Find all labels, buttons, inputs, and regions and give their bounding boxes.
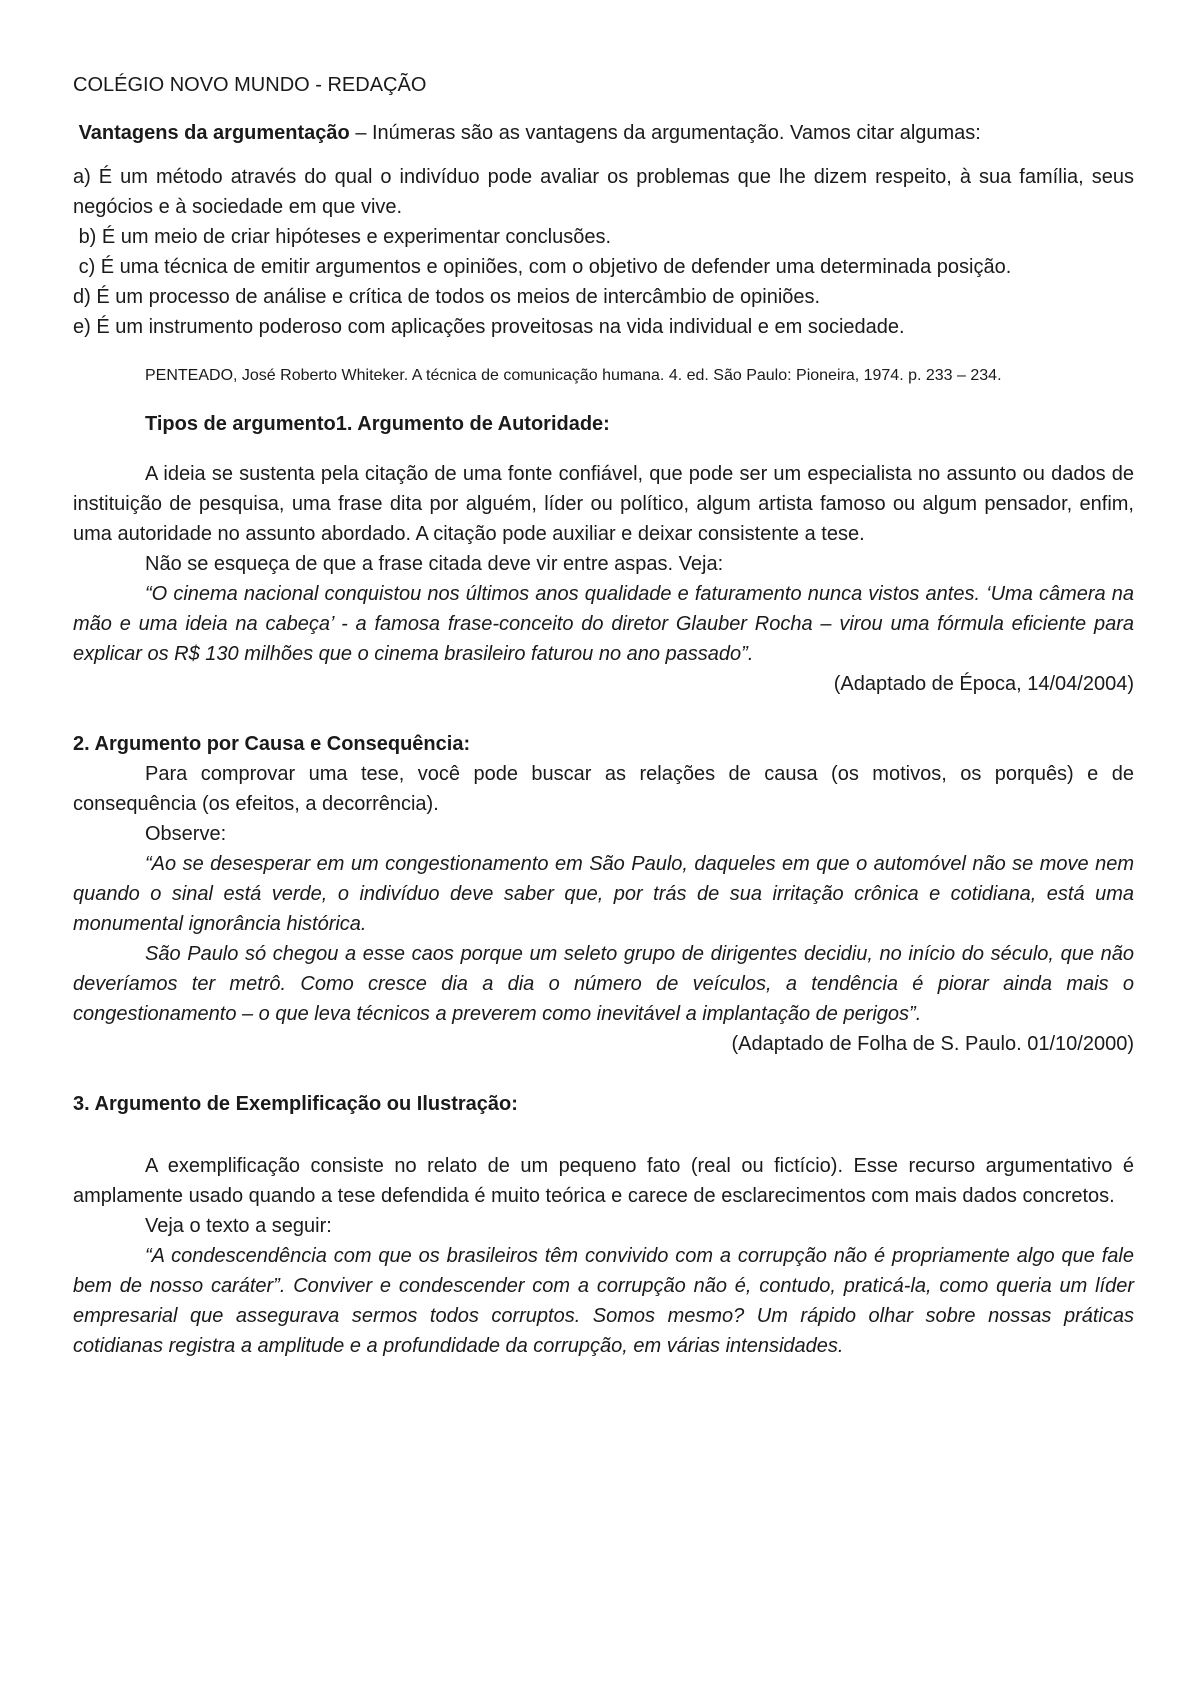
document-header: COLÉGIO NOVO MUNDO - REDAÇÃO xyxy=(73,74,427,96)
section1-title: Tipos de argumento1. Argumento de Autoridade: xyxy=(145,413,610,435)
section2-source: (Adaptado de Folha de S. Paulo. 01/10/2000) xyxy=(731,1033,1134,1055)
section2-paragraph: Para comprovar uma tese, você pode buscar as relações de causa (os motivos, os porquês) e de consequência (os efeitos, a decorrência). xyxy=(73,763,1134,815)
section1-quote: “O cinema nacional conquistou nos últimos anos qualidade e faturamento nunca vistos antes. ‘Uma câmera na mão e uma ideia na cabeça’ - a famosa frase-conceito do diretor Glauber Rocha – virou uma fórmula eficiente para explicar os R$ 130 milhões que o cinema brasileiro faturou no ano passado”. xyxy=(73,583,1134,665)
intro-text: – Inúmeras são as vantagens da argumentação. Vamos citar algumas: xyxy=(349,122,981,144)
section1-source: (Adaptado de Época, 14/04/2004) xyxy=(833,673,1134,695)
list-item-e: e) É um instrumento poderoso com aplicações proveitosas na vida individual e em sociedade. xyxy=(73,316,905,338)
document-page xyxy=(73,70,1134,1361)
section1-paragraph: A ideia se sustenta pela citação de uma fonte confiável, que pode ser um especialista no assunto ou dados de instituição de pesquisa, uma frase dita por alguém, líder ou político, algum artista famoso ou algum pensador, enfim, uma autoridade no assunto abordado. A citação pode auxiliar e deixar consistente a tese. xyxy=(73,463,1134,545)
section2-instruction: Observe: xyxy=(145,823,227,845)
list-item-b: b) É um meio de criar hipóteses e experimentar conclusões. xyxy=(73,226,612,248)
bibliographic-citation: PENTEADO, José Roberto Whiteker. A técnica de comunicação humana. 4. ed. São Paulo: Pioneira, 1974. p. 233 – 234. xyxy=(145,367,1002,384)
section3-paragraph: A exemplificação consiste no relato de um pequeno fato (real ou fictício). Esse recurso argumentativo é amplamente usado quando a tese defendida é muito teórica e carece de esclarecimentos com mais dados concretos. xyxy=(73,1155,1134,1207)
intro-paragraph xyxy=(73,118,1134,148)
list-item-a: a) É um método através do qual o indivíduo pode avaliar os problemas que lhe dizem respeito, à sua família, seus negócios e à sociedade em que vive. xyxy=(73,166,1134,218)
section2-quote-1: “Ao se desesperar em um congestionamento em São Paulo, daqueles em que o automóvel não se move nem quando o sinal está verde, o indivíduo deve saber que, por trás de sua irritação crônica e cotidiana, está uma monumental ignorância histórica. xyxy=(73,853,1134,935)
section3-quote: “A condescendência com que os brasileiros têm convivido com a corrupção não é propriamente algo que fale bem de nosso caráter”. Conviver e condescender com a corrupção não é, contudo, praticá-la, como queria um líder empresarial que assegurava sermos todos corruptos. Somos mesmo? Um rápido olhar sobre nossas práticas cotidianas registra a amplitude e a profundidade da corrupção, em várias intensidades. xyxy=(73,1245,1134,1357)
list-item-c: c) É uma técnica de emitir argumentos e opiniões, com o objetivo de defender uma determinada posição. xyxy=(73,256,1012,278)
section2-quote-2: São Paulo só chegou a esse caos porque um seleto grupo de dirigentes decidiu, no início do século, que não deveríamos ter metrô. Como cresce dia a dia o número de veículos, a tendência é piorar ainda mais o congestionamento – o que leva técnicos a preverem como inevitável a implantação de perigos”. xyxy=(73,943,1134,1025)
list-item-d: d) É um processo de análise e crítica de todos os meios de intercâmbio de opiniões. xyxy=(73,286,821,308)
section1-instruction: Não se esqueça de que a frase citada deve vir entre aspas. Veja: xyxy=(145,553,724,575)
intro-heading: Vantagens da argumentação xyxy=(78,122,350,144)
section3-title: 3. Argumento de Exemplificação ou Ilustração: xyxy=(73,1093,518,1115)
section3-instruction: Veja o texto a seguir: xyxy=(145,1215,332,1237)
section2-title: 2. Argumento por Causa e Consequência: xyxy=(73,733,471,755)
